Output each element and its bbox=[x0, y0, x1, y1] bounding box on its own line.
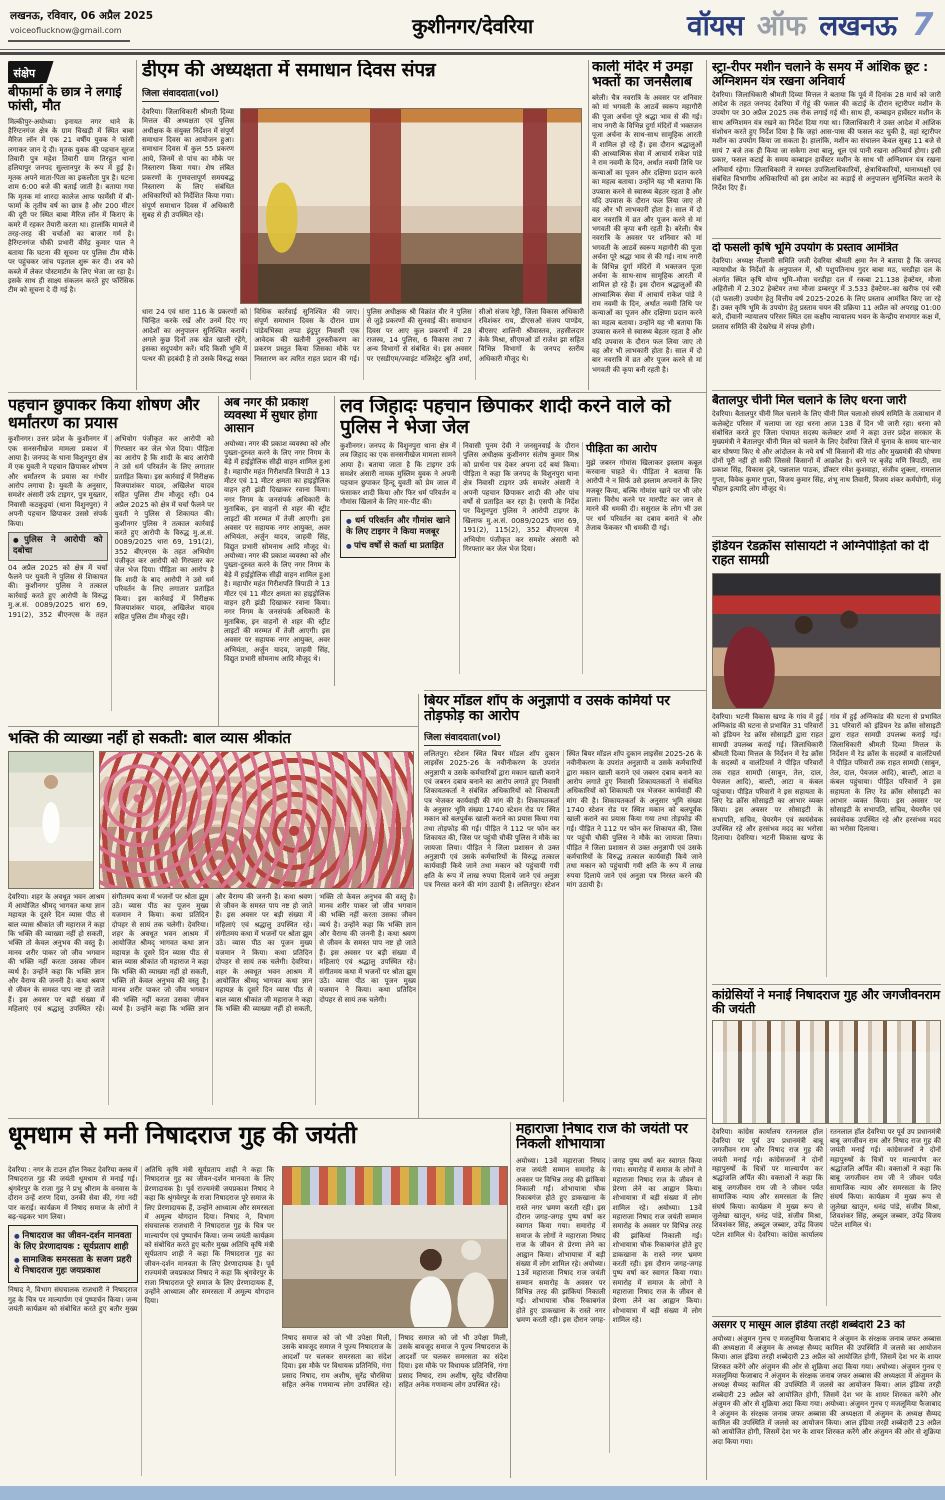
bhakti-headline: भक्ति की व्याख्या नहीं हो सकती: बाल व्यास श्रीकांत bbox=[8, 730, 291, 747]
article-stra-reaper bbox=[712, 60, 941, 236]
column-rule bbox=[136, 60, 137, 390]
redcross-body: देवरिया। भटनी विकास खण्ड के गांव में हुई अग्निकांड की घटना से प्रभावित 31 परिवारों को इंडियन रेड क्रॉस सोसाइटी द्वारा राहत सामग्री उपलब्ध कराई गई। जिलाधिकारी श्रीमती दिव्या मित्तल के निर्देशन में रेड क्रॉस के सदस्यों व वालंटियर्स ने पीड़ित परिवारों तक राहत सामग्री (साबुन, तेल, दाल, पेयजल आदि), बाल्टी, आटा व कंबल पहुंचाया। पीड़ित परिवारों ने इस सहायता के लिए रेड क्रॉस सोसाइटी का आभार व्यक्त किया। इस अवसर पर सोसाइटी के सभापति, सचिव, चेयरमैन एवं स्वयंसेवक उपस्थित रहे और हरसंभव मदद का भरोसा दिलाया। देवरिया। भटनी विकास खण्ड के गांव में हुई अग्निकांड की घटना से प्रभावित 31 परिवारों को इंडियन रेड क्रॉस सोसाइटी द्वारा राहत सामग्री उपलब्ध कराई गई। जिलाधिकारी श्रीमती दिव्या मित्तल के निर्देशन में रेड क्रॉस के सदस्यों व वालंटियर्स ने पीड़ित परिवारों तक राहत सामग्री (साबुन, तेल, दाल, पेयजल आदि), बाल्टी, आटा व कंबल पहुंचाया। पीड़ित परिवारों ने इस सहायता के लिए रेड क्रॉस सोसाइटी का आभार व्यक्त किया। इस अवसर पर सोसाइटी के सभापति, सचिव, चेयरमैन एवं स्वयंसेवक उपस्थित रहे और हरसंभव मदद का भरोसा दिलाया। bbox=[712, 712, 941, 843]
section-rule bbox=[712, 1316, 941, 1317]
pehchan-body-p2: 04 अप्रैल 2025 को क्षेत्र में चर्चा फैलने पर युवती ने पुलिस से शिकायत की। कुशीनगर पुलिस ने तत्काल कार्रवाई करते हुए आरोपी के विरुद्ध मु.अ.सं. 0089/2025 धारा 69, 191(2), 352 बीएनएस के तहत अभियोग पंजीकृत कर आरोपी को गिरफ्तार कर जेल भेज दिया। पीड़िता का आरोप है कि शादी के बाद आरोपी ने उसे धर्म परिवर्तन के लिए लगातार प्रताड़ित किया। इस कार्रवाई में निरीक्षक विजयाशंकर यादव, अखिलेश यादव सहित पुलिस टीम मौजूद रही। 04 अप्रैल 2025 को क्षेत्र में चर्चा फैलने पर युवती ने पुलिस से शिकायत की। कुशीनगर पुलिस ने तत्काल कार्रवाई करते हुए आरोपी के विरुद्ध मु.अ.सं. 0089/2025 धारा 69, 191(2), 352 बीएनएस के तहत अभियोग पंजीकृत कर आरोपी को गिरफ्तार कर जेल भेज दिया। पीड़िता का आरोप है कि शादी के बाद आरोपी ने उसे धर्म परिवर्तन के लिए लगातार प्रताड़ित किया। इस कार्रवाई में निरीक्षक विजयाशंकर यादव, अखिलेश यादव सहित पुलिस टीम मौजूद रही। bbox=[8, 435, 214, 622]
article-baitalpur-dharna bbox=[712, 394, 941, 534]
region-title: कुशीनगर/देवरिया bbox=[412, 14, 533, 38]
nishadraj-body-p1: देवरिया : नगर के टाउन हॉल निकट देवरिया क्लब में निषादराज गुह की जयंती धूमधाम से मनाई गई। श्रृंगवेरपुर के राजा गुह ने प्रभु श्रीराम के वनवास के दौरान उन्हें शरण दिया, उनकी सेवा की, गंगा नदी पार कराई। कार्यक्रम में निषाद समाज के लोगों ने बढ़-चढ़कर भाग लिया। bbox=[8, 1166, 138, 1221]
do-fasli-headline: दो फसली कृषि भूमि उपयोग के प्रस्ताव आमंत्रित bbox=[712, 242, 898, 254]
stra-reaper-body: देवरिया। जिलाधिकारी श्रीमती दिव्या मित्तल ने बताया कि पूर्व में दिनांक 28 मार्च को जारी आदेश के तहत जनपद देवरिया में गेहूं की फसल की कटाई के दौरान स्ट्रारीपर मशीन के उपयोग पर 30 अप्रैल 2025 तक रोक लगाई गई थी। साथ ही, कम्बाइन हार्वेस्टर मशीन के साथ अग्निशमन यंत्र रखने का निर्देश दिया गया था। जिलाधिकारी ने उक्त आदेश में आंशिक संशोधन करते हुए निर्देश दिया है कि जहां आस-पास की फसल कट चुकी है, वहां स्ट्रारीपर मशीन का उपयोग किया जा सकता है। हालांकि, मशीन का संचालन केवल सुबह 11 बजे से सायं 7 बजे तक ही किया जा सकेगा तथा बालू, धूल एवं पानी रखना अनिवार्य होगा। इसी प्रकार, फसल कटाई के समय कम्बाइन हार्वेस्टर मशीन के साथ भी अग्निशमन यंत्र रखना अनिवार्य रहेगा। जिलाधिकारी ने समस्त उपजिलाधिकारियों, क्षेत्राधिकारियों, थानाध्यक्षों एवं संबंधित विभागीय अधिकारियों को इस आदेश का कड़ाई से अनुपालन सुनिश्चित कराने के निर्देश दिए हैं। bbox=[712, 90, 941, 193]
kali-mandir-headline: काली मंदिर में उमड़ा भक्तों का जनसैलाब bbox=[592, 60, 693, 91]
shobhayatra-body: अयोध्या। 13वें महाराजा निषाद राज जयंती सम्मान समारोह के अवसर पर विभिन्न तरह की झांकियां निकाली गईं। शोभायात्रा चौक रिकाबगंज होते हुए डाकखाना के रास्ते नगर भ्रमण करती रही। इस दौरान जगह-जगह पुष्प वर्षा कर स्वागत किया गया। समारोह में समाज के लोगों ने महाराजा निषाद राज के जीवन से प्रेरणा लेने का आह्वान किया। शोभायात्रा में बड़ी संख्या में लोग शामिल रहे। अयोध्या। 13वें महाराजा निषाद राज जयंती सम्मान समारोह के अवसर पर विभिन्न तरह की झांकियां निकाली गईं। शोभायात्रा चौक रिकाबगंज होते हुए डाकखाना के रास्ते नगर भ्रमण करती रही। इस दौरान जगह-जगह पुष्प वर्षा कर स्वागत किया गया। समारोह में समाज के लोगों ने महाराजा निषाद राज के जीवन से प्रेरणा लेने का आह्वान किया। शोभायात्रा में बड़ी संख्या में लोग शामिल रहे। अयोध्या। 13वें महाराजा निषाद राज जयंती सम्मान समारोह के अवसर पर विभिन्न तरह की झांकियां निकाली गईं। शोभायात्रा चौक रिकाबगंज होते हुए डाकखाना के रास्ते नगर भ्रमण करती रही। इस दौरान जगह-जगह पुष्प वर्षा कर स्वागत किया गया। समारोह में समाज के लोगों ने महाराजा निषाद राज के जीवन से प्रेरणा लेने का आह्वान किया। शोभायात्रा में बड़ी संख्या में लोग शामिल रहे। bbox=[516, 1156, 702, 1325]
nishadraj-body-left bbox=[8, 1166, 274, 1476]
article-prakash-vyavastha bbox=[224, 396, 330, 724]
header-rule-thin bbox=[0, 49, 945, 50]
asgar-headline: असगर ए मासूम आल इंडिया तरही शब्बेदारी 23 को bbox=[712, 1320, 905, 1331]
column-rule bbox=[418, 694, 419, 1118]
section-rule bbox=[712, 390, 941, 391]
samadhan-headline: डीएम की अध्यक्षता में समाधान दिवस संपन्न bbox=[142, 60, 436, 81]
stra-reaper-headline: स्ट्रा-रीपर मशीन चलाने के समय में आंशिक छूट : अग्निशमन यंत्र रखना अनिवार्य bbox=[712, 60, 928, 88]
asgar-body: अयोध्या। अंजुमन गुनच ए मजलूमिया फैजाबाद ने अंजुमन के संरक्षक जनाब जफर अब्बास की अध्यक्षता में अंजुमन के अध्यक्ष सैय्यद कामिल की उपस्थिति में जलसे का आयोजन किया। आल इंडिया तरही शब्बेदारी 23 अप्रैल को आयोजित होगी, जिसमें देश भर के शायर शिरकत करेंगे और अंजुमन की ओर से शुक्रिया अदा किया गया। अयोध्या। अंजुमन गुनच ए मजलूमिया फैजाबाद ने अंजुमन के संरक्षक जनाब जफर अब्बास की अध्यक्षता में अंजुमन के अध्यक्ष सैय्यद कामिल की उपस्थिति में जलसे का आयोजन किया। आल इंडिया तरही शब्बेदारी 23 अप्रैल को आयोजित होगी, जिसमें देश भर के शायर शिरकत करेंगे और अंजुमन की ओर से शुक्रिया अदा किया गया। अयोध्या। अंजुमन गुनच ए मजलूमिया फैजाबाद ने अंजुमन के संरक्षक जनाब जफर अब्बास की अध्यक्षता में अंजुमन के अध्यक्ष सैय्यद कामिल की उपस्थिति में जलसे का आयोजन किया। आल इंडिया तरही शब्बेदारी 23 अप्रैल को आयोजित होगी, जिसमें देश भर के शायर शिरकत करेंगे और अंजुमन की ओर से शुक्रिया अदा किया गया। bbox=[712, 1334, 941, 1446]
edition-dateline: लखनऊ, रविवार, 06 अप्रैल 2025 bbox=[10, 10, 154, 22]
nishadraj-bullet-2: ● सामाजिक समरसता के सजग प्रहरी थे निषादराज गुहः जयप्रकाश bbox=[14, 1255, 132, 1277]
bhakti-vyas-photo bbox=[8, 751, 94, 889]
column-rule bbox=[334, 396, 335, 686]
header-rule-thick bbox=[0, 52, 945, 55]
page-number: 7 bbox=[911, 7, 933, 43]
section-rule bbox=[8, 726, 418, 727]
nishadraj-body-below-photo: निषाद समाज को जो भी उपेक्षा मिली, उसके बावजूद समाज ने पूज्य निषादराज के आदर्शों पर चलकर समरसता का संदेश दिया। इस मौके पर विधायक प्रतिनिधि, गंगा प्रसाद निषाद, राम अशीष, सुरेंद्र चौरसिया सहित अनेक गणमान्य लोग उपस्थित रहे। निषाद समाज को जो भी उपेक्षा मिली, उसके बावजूद समाज ने पूज्य निषादराज के आदर्शों पर चलकर समरसता का संदेश दिया। इस मौके पर विधायक प्रतिनिधि, गंगा प्रसाद निषाद, राम अशीष, सुरेंद्र चौरसिया सहित अनेक गणमान्य लोग उपस्थित रहे। bbox=[282, 1334, 508, 1389]
article-brief-suicide bbox=[8, 60, 134, 390]
love-jihad-body-p2: निवासी पूनम देवी ने जनसुनवाई के दौरान पुलिस अधीक्षक कुशीनगर संतोष कुमार मिश्र को प्रार्थना पत्र देकर अपना दर्द बयां किया। पीड़िता ने कहा कि जनपद के विशुनपुरा थाना क्षेत्र निवासी टाइगर उर्फ समशेर अंसारी ने अपनी पहचान छिपाकर शादी की और पांच वर्षों से प्रताड़ित कर रहा है। एसपी के निर्देश पर विशुनपुरा पुलिस ने आरोपी टाइगर के खिलाफ मु.अ.सं. 0089/2025 धारा 69, 191(2), 115(2), 352 बीएनएस में अभियोग पंजीकृत कर समशेर अंसारी को गिरफ्तार कर जेल भेज दिया। bbox=[463, 441, 579, 553]
brief-body: मिल्कीपुर-अयोध्या। इनायत नगर थाने के हैरिंग्टनगंज क्षेत्र के ग्राम चिखड़ी में स्थित बाबा मैरिज लॉन में एक 21 वर्षीय युवक ने फांसी लगाकर जान दे दी। मृतक युवक की पहचान सूरज तिवारी पुत्र महेश तिवारी ग्राम तिरहुत थाना हलियापुर जनपद सुल्तानपुर के रूप में हुई है। मृतक अपने माता-पिता का इकलौता पुत्र है। घटना शाम 6:00 बजे की बताई जाती है। बताया गया कि मृतक मां शारदा कालेज आफ फार्मेसी में बी-फार्मा के तृतीय वर्ष का छात्र है और 200 मीटर की दूरी पर स्थित बाबा मैरिज लॉन में किराए के कमरे में रहकर तैयारी करता था। हालांकि मामले में तरह-तरह की चर्चाओं का बाजार गर्म है। हैरिंग्टनगंज चौकी प्रभारी वीरेंद्र कुमार पाल ने बताया कि घटना की सूचना पर पुलिस टीम मौके पर पहुंचकर जांच पड़ताल शुरू कर दी। शव को कब्जे में लेकर पोस्टमार्टम के लिए भेजा जा रहा है। इसके साथ ही साक्ष्य संकलन करते हुए फॉरेंसिक टीम को सूचना दे दी गई है। bbox=[8, 117, 134, 295]
section-rule bbox=[712, 238, 941, 239]
love-jihad-bullet-box bbox=[340, 510, 456, 557]
article-beer-shop bbox=[424, 694, 702, 1118]
article-shobhayatra bbox=[516, 1122, 702, 1478]
pehchan-highlight-box: ● पुलिस ने आरोपी को दबोचा bbox=[8, 532, 108, 561]
brand-word-1: वॉयस bbox=[687, 9, 744, 42]
pehchan-body-p1: कुशीनगर। उत्तर प्रदेश के कुशीनगर में एक सनसनीखेज मामला प्रकाश में आया है। जनपद के थाना विशुनपुरा क्षेत्र में एक युवती ने पहचान छिपाकर शोषण और धर्मांतरण के प्रयास का गंभीर आरोप लगाया है। युवती के अनुसार, समशेर अंसारी उर्फ टाइगर, पुत्र मुख्तार, निवासी कठकुइयां (थाना विशुनपुरा) ने अपनी पहचान छिपाकर उससे संपर्क किया। bbox=[8, 435, 108, 528]
section-rule bbox=[712, 536, 941, 537]
love-jihad-body bbox=[340, 442, 702, 674]
article-kali-mandir bbox=[592, 60, 702, 392]
beer-shop-body: ललितपुर। स्टेशन स्थित बियर मॉडल शॉप दुकान लाइसेंस 2025-26 के नवीनीकरण के उपरांत अनुज्ञापी व उसके कर्मचारियों द्वारा मकान खाली कराने एवं जबरन दबाव बनाने का आरोप लगाते हुए निवासी शिकायतकर्ता ने संबंधित अधिकारियों को शिकायती पत्र भेजकर कार्यवाही की मांग की है। शिकायतकर्ता के अनुसार भूमि संख्या 1740 स्टेशन रोड पर स्थित मकान को बलपूर्वक खाली कराने का प्रयास किया गया तथा तोड़फोड़ की गई। पीड़ित ने 112 पर फोन कर शिकायत की, जिस पर पहुंची चौकी पुलिस ने मौके का जायजा लिया। पीड़ित ने जिला प्रशासन से उक्त अनुज्ञापी एवं उसके कर्मचारियों के विरुद्ध तत्काल कार्यवाही किये जाने तथा मकान को पहुंचायी गयी क्षति के रूप में लाख रुपया दिलाये जाने एवं अनुज्ञा पत्र निरस्त करने की मांग उठायी है। ललितपुर। स्टेशन स्थित बियर मॉडल शॉप दुकान लाइसेंस 2025-26 के नवीनीकरण के उपरांत अनुज्ञापी व उसके कर्मचारियों द्वारा मकान खाली कराने एवं जबरन दबाव बनाने का आरोप लगाते हुए निवासी शिकायतकर्ता ने संबंधित अधिकारियों को शिकायती पत्र भेजकर कार्यवाही की मांग की है। शिकायतकर्ता के अनुसार भूमि संख्या 1740 स्टेशन रोड पर स्थित मकान को बलपूर्वक खाली कराने का प्रयास किया गया तथा तोड़फोड़ की गई। पीड़ित ने 112 पर फोन कर शिकायत की, जिस पर पहुंची चौकी पुलिस ने मौके का जायजा लिया। पीड़ित ने जिला प्रशासन से उक्त अनुज्ञापी एवं उसके कर्मचारियों के विरुद्ध तत्काल कार्यवाही किये जाने तथा मकान को पहुंचायी गयी क्षति के रूप में लाख रुपया दिलाये जाने एवं अनुज्ञा पत्र निरस्त करने की मांग उठायी है। bbox=[424, 749, 702, 890]
section-rule bbox=[712, 984, 941, 985]
love-jihad-subhead: पीड़िता का आरोप bbox=[586, 441, 657, 455]
congress-headline: कांग्रेसियों ने मनाई निषादराज गुह और जगजीवनराम की जयंती bbox=[712, 988, 940, 1016]
bhakti-crowd-photo bbox=[99, 751, 414, 889]
masthead bbox=[0, 0, 945, 56]
article-asgar-shabbedari bbox=[712, 1320, 941, 1480]
samadhan-body-side: देवरिया। जिलाधिकारी श्रीमती दिव्या मित्तल की अध्यक्षता एवं पुलिस अधीक्षक के संयुक्त निर्देशन में संपूर्ण समाधान दिवस का आयोजन हुआ। समाधान दिवस में कुल 55 प्रकरण आये, जिनमें से पांच का मौके पर निस्तारण किया गया। शेष लंबित प्रकरणों के गुणवत्तापूर्ण समयबद्ध निस्तारण के लिए संबंधित अधिकारियों को निर्देशित किया गया। संपूर्ण समाधान दिवस में अधिकारी सुबह से ही उपस्थित रहे। bbox=[142, 107, 234, 220]
redcross-headline: इंडियन रेडक्रॉस सोसायटी ने अग्निपीड़ितों को दी राहत सामग्री bbox=[712, 540, 929, 569]
column-rule bbox=[218, 396, 219, 726]
samadhan-body-band: धारा 24 एवं धारा 116 के प्रकरणों को चिन्हित करके रखें और उनमें दिए गए आदेशों का अनुपालन सुनिश्चित करायें। अगले कुछ दिनों तक खेत खाली रहेंगे, इसका सदुपयोग करें। यदि किसी भूमि में पत्थर की हदबंदी है तो उसके विरुद्ध सख्त विधिक कार्रवाई सुनिश्चित की जाए। संपूर्ण समाधान दिवस के दौरान ग्राम पांडेयभिस्वा तप्पा इंदुपुर निवासी एक आवेदक की खतौनी दुरुस्तीकरण का प्रकरण प्रस्तुत किया जिसका मौके पर निस्तारण कर त्वरित राहत प्रदान की गई। पुलिस अधीक्षक श्री विक्रांत वीर ने पुलिस से जुड़े प्रकरणों की सुनवाई की। समाधान दिवस पर आए कुल प्रकरणों में 28 राजस्व, 14 पुलिस, 6 विकास तथा 7 अन्य विभागों से संबंधित थे। इस अवसर पर एसडीएम/ज्वाइंट मजिस्ट्रेट श्रुति शर्मा, सीओ संजय रेड्डी, जिला विकास अधिकारी रविशंकर राय, डीएसओ संजय पाण्डेय, बीएसए शालिनी श्रीवास्तव, तहसीलदार केके मिश्रा, सीएमओ डॉ राजेश झा सहित विभिन्न विभागों के जनपद स्तरीय अधिकारी मौजूद थे। bbox=[142, 307, 584, 363]
shobhayatra-headline: महाराजा निषाद राज की जयंती पर निकली शोभायात्रा bbox=[516, 1122, 688, 1153]
column-rule bbox=[510, 1122, 511, 1478]
pehchan-headline: पहचान छुपाकर किया शोषण और धर्मांतरण का प्रयास bbox=[8, 396, 200, 432]
do-fasli-body: देवरिया। अध्यक्ष नीलामी समिति जजी देवरिया श्रीमती क्षमा नैन ने बताया है कि जनपद न्यायाधीश के निर्देशों के अनुपालन में, श्री पशुपतिनाथ गुदर बाबा मठ, चरडीहा दल के अंतर्गत स्थित कृषि योग्य भूमि–मौजा चरडीहा दल में रकबा 21.138 हेक्टेयर, मौजा अहिरौली में 2.302 हेक्टेयर तथा मौजा डम्बरपुर में 3.533 हेक्टेयर–का खरीफ एवं रबी (दो फसली) उपयोग हेतु वित्तीय वर्ष 2025-2026 के लिए प्रस्ताव आमंत्रित किए जा रहे हैं। उक्त कृषि भूमि के उपयोग हेतु प्रस्ताव चयन की प्रक्रिया 11 अप्रैल को अपराह्न 01:00 बजे, दीवानी न्यायालय परिसर स्थित दस कक्षीय न्यायालय भवन के केन्द्रीय सभागार कक्ष में, प्रस्ताव समिति की देखरेख में संपन्न होगी। bbox=[712, 257, 941, 331]
section-label-text: संक्षेप bbox=[13, 67, 36, 80]
article-love-jihad bbox=[340, 396, 702, 686]
pehchan-body bbox=[8, 435, 214, 711]
article-pehchan-dharmantaran bbox=[8, 396, 214, 724]
article-nishadraj-jayanti bbox=[8, 1122, 508, 1478]
samadhan-meeting-photo bbox=[240, 108, 582, 304]
masthead-mini-rule bbox=[8, 40, 130, 42]
article-redcross-relief bbox=[712, 540, 941, 982]
contact-email: voiceoflucknow@gmail.com bbox=[10, 26, 122, 35]
brand-word-2: ऑफ bbox=[756, 9, 806, 42]
article-do-fasli bbox=[712, 242, 941, 388]
love-jihad-body-p3: मुझे जबरन गोमांस खिलाकर इस्लाम कबूल करवाना चाहते थे। पीड़िता ने बताया कि आरोपी ने न सिर्फ उसे इस्लाम अपनाने के लिए मजबूर किया, बल्कि गोमांस खाने पर भी जोर डाला। विरोध करने पर मारपीट कर जान से मारने की धमकी दी। ससुराल के लोग भी उस पर धर्म परिवर्तन का दबाव बनाते थे और तेजाब फेंककर भी धमकी दी गई। bbox=[586, 458, 702, 533]
section-label bbox=[8, 61, 53, 83]
section-rule bbox=[424, 690, 706, 691]
bhakti-photo-row bbox=[8, 751, 416, 889]
nishadraj-bullet-box bbox=[8, 1225, 138, 1283]
beer-shop-headline: बियर मॉडल शॉप के अनुज्ञापी व उसके कर्मियों पर तोड़फोड़ का आरोप bbox=[424, 694, 670, 725]
love-jihad-body-p1: कुशीनगर। जनपद के विशुनपुरा थाना क्षेत्र में लव जिहाद का एक सनसनीखेज मामला सामने आया है। बताया जाता है कि टाइगर उर्फ समशेर अंसारी नामक मुस्लिम युवक ने अपनी पहचान छुपाकर हिन्दू युवती को प्रेम जाल में फंसाकर शादी किया और फिर धर्म परिवर्तन व गौमांस खिलाने के लिए मार-पीट की। bbox=[340, 441, 457, 507]
prakash-body: अयोध्या। नगर की प्रकाश व्यवस्था को और पुख्ता-दुरुस्त करने के लिए नगर निगम के बेड़े में हाईड्रोलिक सीढ़ी वाहन शामिल हुआ है। महापौर महंत गिरीशपति त्रिपाठी ने 13 मीटर एवं 11 मीटर क्षमता का हाइड्रोलिक वाहन हरी झंडी दिखाकर रवाना किया। नगर निगम के जनसंपर्क अधिकारी के मुताबिक, इन वाहनों से शहर की स्ट्रीट लाइटों की मरम्मत में तेजी आएगी। इस अवसर पर सहायक नगर आयुक्त, अवर अभियंता, अर्जुन यादव, जाहवी सिंह, विद्युत प्रभारी सोमनाथ आदि मौजूद थे। अयोध्या। नगर की प्रकाश व्यवस्था को और पुख्ता-दुरुस्त करने के लिए नगर निगम के बेड़े में हाईड्रोलिक सीढ़ी वाहन शामिल हुआ है। महापौर महंत गिरीशपति त्रिपाठी ने 13 मीटर एवं 11 मीटर क्षमता का हाइड्रोलिक वाहन हरी झंडी दिखाकर रवाना किया। नगर निगम के जनसंपर्क अधिकारी के मुताबिक, इन वाहनों से शहर की स्ट्रीट लाइटों की मरम्मत में तेजी आएगी। इस अवसर पर सहायक नगर आयुक्त, अवर अभियंता, अर्जुन यादव, जाहवी सिंह, विद्युत प्रभारी सोमनाथ आदि मौजूद थे। bbox=[224, 439, 330, 664]
prakash-headline: अब नगर की प्रकाश व्यवस्था में सुधार होगा आसान bbox=[224, 396, 317, 436]
column-rule bbox=[706, 60, 707, 1480]
samadhan-byline: जिला संवाददाता(vol) bbox=[142, 86, 219, 102]
article-bhakti-katha bbox=[8, 730, 416, 1118]
baitalpur-body: देवरिया। बैतालपुर चीनी मिल चलाने के लिए चीनी मिल चलाओ संघर्ष समिति के तत्वाधान में कलेक्ट्रेट परिसर में चलाया जा रहा धरना आज 138 वें दिन भी जारी रहा। धरना को संबोधित करते हुए जिला पंचायत सदस्य कलेक्टर शर्मा ने कहा उत्तर प्रदेश सरकार के मुख्यमंत्री ने बैतालपुर चीनी मिल को चलाने के लिए देवरिया जिले में चुनाव के समय चार-चार बार घोषणा किए थे और आंदोलन के नये वर्ष भी किसानों की गांठ और मुख्यमंत्री की घोषणा दोनों पूरी नहीं हो सकी जिससे किसानों में आक्रोश है। धरने पर बृजेंद्र मणि त्रिपाठी, राम प्रकाश सिंह, विकास दुबे, पन्नालाल पाठक, डॉक्टर रमेश कुशवाहा, संजीव शुक्ला, रामलाल गुप्ता, विवेक कुमार गुप्ता, विजय कुमार सिंह, शंभू नाथ तिवारी, विजय शंकर कर्मयोगी, मंजू चौहान इत्यादि लोग मौजूद थे। bbox=[712, 410, 941, 494]
nishadraj-headline: धूमधाम से मनी निषादराज गुह की जयंती bbox=[8, 1122, 357, 1149]
footer-bar bbox=[0, 1486, 945, 1500]
love-jihad-headline: लव जिहादः पहचान छिपाकर शादी करने वाले को पुलिस ने भेजा जेल bbox=[340, 396, 671, 438]
bhakti-body: देवरिया। शहर के अवधूत भवन आश्रम में आयोजित श्रीमद् भागवत कथा ज्ञान महायज्ञ के दूसरे दिन व्यास पीठ से बाल व्यास श्रीकांत जी महाराज ने कहा कि भक्ति की व्याख्या नहीं हो सकती, भक्ति तो केवल अनुभव की वस्तु है। मानव शरीर पाकर जो जीव भगवान की भक्ति नहीं करता उसका जीवन व्यर्थ है। उन्होंने कहा कि भक्ति ज्ञान और वैराग्य की जननी है। कथा श्रवण से जीवन के समस्त पाप नष्ट हो जाते हैं। इस अवसर पर बड़ी संख्या में महिलाएं एवं श्रद्धालु उपस्थित रहे। संगीतमय कथा में भजनों पर श्रोता झूम उठे। व्यास पीठ का पूजन मुख्य यजमान ने किया। कथा प्रतिदिन दोपहर से सायं तक चलेगी। देवरिया। शहर के अवधूत भवन आश्रम में आयोजित श्रीमद् भागवत कथा ज्ञान महायज्ञ के दूसरे दिन व्यास पीठ से बाल व्यास श्रीकांत जी महाराज ने कहा कि भक्ति की व्याख्या नहीं हो सकती, भक्ति तो केवल अनुभव की वस्तु है। मानव शरीर पाकर जो जीव भगवान की भक्ति नहीं करता उसका जीवन व्यर्थ है। उन्होंने कहा कि भक्ति ज्ञान और वैराग्य की जननी है। कथा श्रवण से जीवन के समस्त पाप नष्ट हो जाते हैं। इस अवसर पर बड़ी संख्या में महिलाएं एवं श्रद्धालु उपस्थित रहे। संगीतमय कथा में भजनों पर श्रोता झूम उठे। व्यास पीठ का पूजन मुख्य यजमान ने किया। कथा प्रतिदिन दोपहर से सायं तक चलेगी। देवरिया। शहर के अवधूत भवन आश्रम में आयोजित श्रीमद् भागवत कथा ज्ञान महायज्ञ के दूसरे दिन व्यास पीठ से बाल व्यास श्रीकांत जी महाराज ने कहा कि भक्ति की व्याख्या नहीं हो सकती, भक्ति तो केवल अनुभव की वस्तु है। मानव शरीर पाकर जो जीव भगवान की भक्ति नहीं करता उसका जीवन व्यर्थ है। उन्होंने कहा कि भक्ति ज्ञान और वैराग्य की जननी है। कथा श्रवण से जीवन के समस्त पाप नष्ट हो जाते हैं। इस अवसर पर बड़ी संख्या में महिलाएं एवं श्रद्धालु उपस्थित रहे। संगीतमय कथा में भजनों पर श्रोता झूम उठे। व्यास पीठ का पूजन मुख्य यजमान ने किया। कथा प्रतिदिन दोपहर से सायं तक चलेगी। bbox=[8, 892, 416, 1013]
samadhan-top-row bbox=[142, 108, 584, 304]
congress-body: देवरिया। कांग्रेस कार्यालय रतनलाल हॉल देवरिया पर पूर्व उप प्रधानमंत्री बाबू जगजीवन राम और निषाद राज गुह की जयंती मनाई गई। कांग्रेसजनों ने दोनों महापुरुषों के चित्रों पर माल्यार्पण कर श्रद्धांजलि अर्पित की। वक्ताओं ने कहा कि बाबू जगजीवन राम जी ने जीवन पर्यंत सामाजिक न्याय और समरसता के लिए संघर्ष किया। कार्यक्रम में मुख्य रूप से जुलेखा खातून, धनंद्र पांडे, संजीव मिश्रा, शिवशंकर सिंह, अब्दुल जब्बार, उपेंद्र विजय पटेल शामिल थे। देवरिया। कांग्रेस कार्यालय रतनलाल हॉल देवरिया पर पूर्व उप प्रधानमंत्री बाबू जगजीवन राम और निषाद राज गुह की जयंती मनाई गई। कांग्रेसजनों ने दोनों महापुरुषों के चित्रों पर माल्यार्पण कर श्रद्धांजलि अर्पित की। वक्ताओं ने कहा कि बाबू जगजीवन राम जी ने जीवन पर्यंत सामाजिक न्याय और समरसता के लिए संघर्ष किया। कार्यक्रम में मुख्य रूप से जुलेखा खातून, धनंद्र पांडे, संजीव मिश्रा, शिवशंकर सिंह, अब्दुल जब्बार, उपेंद्र विजय पटेल शामिल थे। bbox=[712, 1127, 941, 1239]
brief-headline: बीफार्मा के छात्र ने लगाई फांसी, मौत bbox=[8, 85, 122, 115]
love-jihad-bullet-1: ● धर्म परिवर्तन और गौमांस खाने के लिए टाइगर ने किया मजबूर bbox=[346, 516, 450, 538]
love-jihad-bullet-2: ● पांच वर्षों से कर्ता था प्रताड़ित bbox=[346, 541, 450, 552]
baitalpur-headline: बैतालपुर चीनी मिल चलाने के लिए धरना जारी bbox=[712, 394, 907, 407]
section-rule bbox=[8, 1118, 706, 1119]
article-samadhan-diwas bbox=[142, 60, 584, 390]
nishadraj-bullet-1: ● निषादराज का जीवन-दर्शन मानवता के लिए प्रेरणादायक : सूर्यप्रताप शाही bbox=[14, 1231, 132, 1253]
congress-group-photo bbox=[712, 1020, 941, 1124]
redcross-distribution-photo bbox=[712, 573, 941, 709]
brand-word-3: लखनऊ bbox=[819, 9, 897, 42]
newspaper-logo bbox=[687, 6, 933, 44]
article-congress-jayanti bbox=[712, 988, 941, 1314]
beer-shop-byline: जिला संवाददाता(vol) bbox=[424, 730, 501, 746]
column-rule bbox=[588, 60, 589, 390]
kali-mandir-body: बरेली। चैत्र नवरात्रि के अवसर पर शनिवार को मां भगवती के आठवें स्वरूप महागौरी की पूजा अर्चना पूरे श्रद्धा भाव से की गई। नाथ नगरी के विभिन्न दुर्गा मंदिरों में भक्तजन पूजा अर्चना के साथ-साथ सामूहिक आरती में शामिल हो रहे हैं। इस दौरान श्रद्धालुओं की आध्यात्मिक सेवा में आचार्य राकेश पांडे ने राम नवमी के दिन, अर्थात नवमी तिथि पर कन्याओं का पूजन और दक्षिणा प्रदान करने का महत्व बताया। उन्होंने यह भी बताया कि उपवास करने से स्वास्थ्य बेहतर रहता है और यदि उपवास के दौरान फल लिया जाए तो वह और भी लाभकारी होता है। साल में दो बार नवरात्रि में व्रत और पूजन करने से मां भगवती की कृपा बनी रहती है। बरेली। चैत्र नवरात्रि के अवसर पर शनिवार को मां भगवती के आठवें स्वरूप महागौरी की पूजा अर्चना पूरे श्रद्धा भाव से की गई। नाथ नगरी के विभिन्न दुर्गा मंदिरों में भक्तजन पूजा अर्चना के साथ-साथ सामूहिक आरती में शामिल हो रहे हैं। इस दौरान श्रद्धालुओं की आध्यात्मिक सेवा में आचार्य राकेश पांडे ने राम नवमी के दिन, अर्थात नवमी तिथि पर कन्याओं का पूजन और दक्षिणा प्रदान करने का महत्व बताया। उन्होंने यह भी बताया कि उपवास करने से स्वास्थ्य बेहतर रहता है और यदि उपवास के दौरान फल लिया जाए तो वह और भी लाभकारी होता है। साल में दो बार नवरात्रि में व्रत और पूजन करने से मां भगवती की कृपा बनी रहती है। bbox=[592, 93, 702, 374]
nishadraj-lamp-photo bbox=[282, 1166, 508, 1328]
nishadraj-body-p2: निषाद ने, विभाग संघचालक राजधारी ने निषादराज गुह के चित्र पर माल्यार्पण एवं पुष्पार्चन किया। जन्म जयंती कार्यक्रम को संबोधित करते हुए बतौर मुख्य अतिथि कृषि मंत्री सूर्यप्रताप शाही ने कहा कि निषादराज गुह का जीवन-दर्शन मानवता के लिए प्रेरणादायक है। पूर्व राज्यमंत्री जयप्रकाश निषाद ने कहा कि श्रृंगवेरपुर के राजा निषादराज पूरे समाज के लिए प्रेरणादायक हैं, उन्होंने आध्यात्म और समरसता में अमूल्य योगदान दिया। निषाद ने, विभाग संघचालक राजधारी ने निषादराज गुह के चित्र पर माल्यार्पण एवं पुष्पार्चन किया। जन्म जयंती कार्यक्रम को संबोधित करते हुए बतौर मुख्य अतिथि कृषि मंत्री सूर्यप्रताप शाही ने कहा कि निषादराज गुह का जीवन-दर्शन मानवता के लिए प्रेरणादायक है। पूर्व राज्यमंत्री जयप्रकाश निषाद ने कहा कि श्रृंगवेरपुर के राजा निषादराज पूरे समाज के लिए प्रेरणादायक हैं, उन्होंने आध्यात्म और समरसता में अमूल्य योगदान दिया। bbox=[8, 1166, 274, 1314]
section-rule bbox=[8, 392, 706, 393]
